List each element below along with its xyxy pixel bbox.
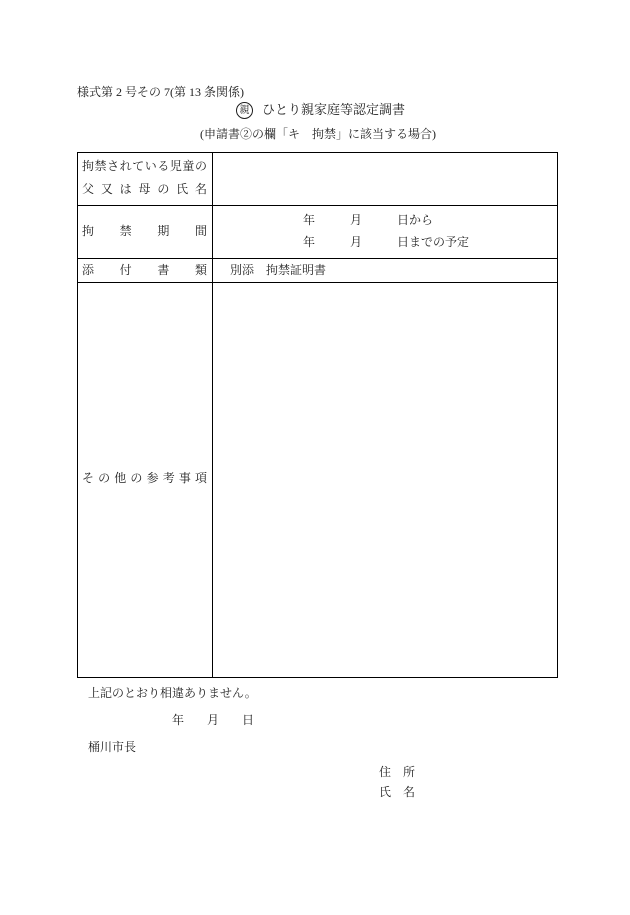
period-from-year: 年 — [303, 213, 316, 227]
document-subtitle: (申請書②の欄「キ 拘禁」に該当する場合) — [200, 127, 436, 141]
attachments-value: 別添 拘禁証明書 — [230, 263, 327, 277]
attachments-label: 添 付 書 類 — [82, 263, 207, 277]
period-from-day: 日から — [397, 213, 434, 227]
date-year: 年 — [172, 713, 185, 727]
other-notes-field — [213, 283, 557, 677]
applicant-address-label: 住 所 — [379, 765, 416, 779]
document-title: ひとり親家庭等認定調書 — [262, 102, 406, 117]
applicant-name-label: 氏 名 — [379, 785, 416, 799]
period-to-month: 月 — [350, 235, 363, 249]
date-month: 月 — [207, 713, 220, 727]
row-divider — [78, 205, 557, 206]
period-to-year: 年 — [303, 235, 316, 249]
form-table — [77, 152, 558, 678]
declaration-text: 上記のとおり相違ありません。 — [88, 686, 257, 700]
detention-period-label: 拘 禁 期 間 — [82, 224, 207, 238]
parent-name-label-line2: 父 又 は 母 の 氏 名 — [82, 182, 207, 196]
parent-name-field — [213, 153, 557, 205]
period-from-month: 月 — [350, 213, 363, 227]
parent-name-label-line1: 拘禁されている児童の — [82, 159, 207, 173]
period-to-day: 日までの予定 — [397, 235, 470, 249]
date-day: 日 — [242, 713, 255, 727]
row-divider — [78, 258, 557, 259]
parent-circle-mark: 親 — [236, 102, 253, 119]
form-number: 様式第 2 号その 7(第 13 条関係) — [77, 85, 244, 99]
addressee: 桶川市長 — [88, 740, 137, 754]
other-notes-label: そ の 他 の 参 考 事 項 — [82, 471, 207, 485]
